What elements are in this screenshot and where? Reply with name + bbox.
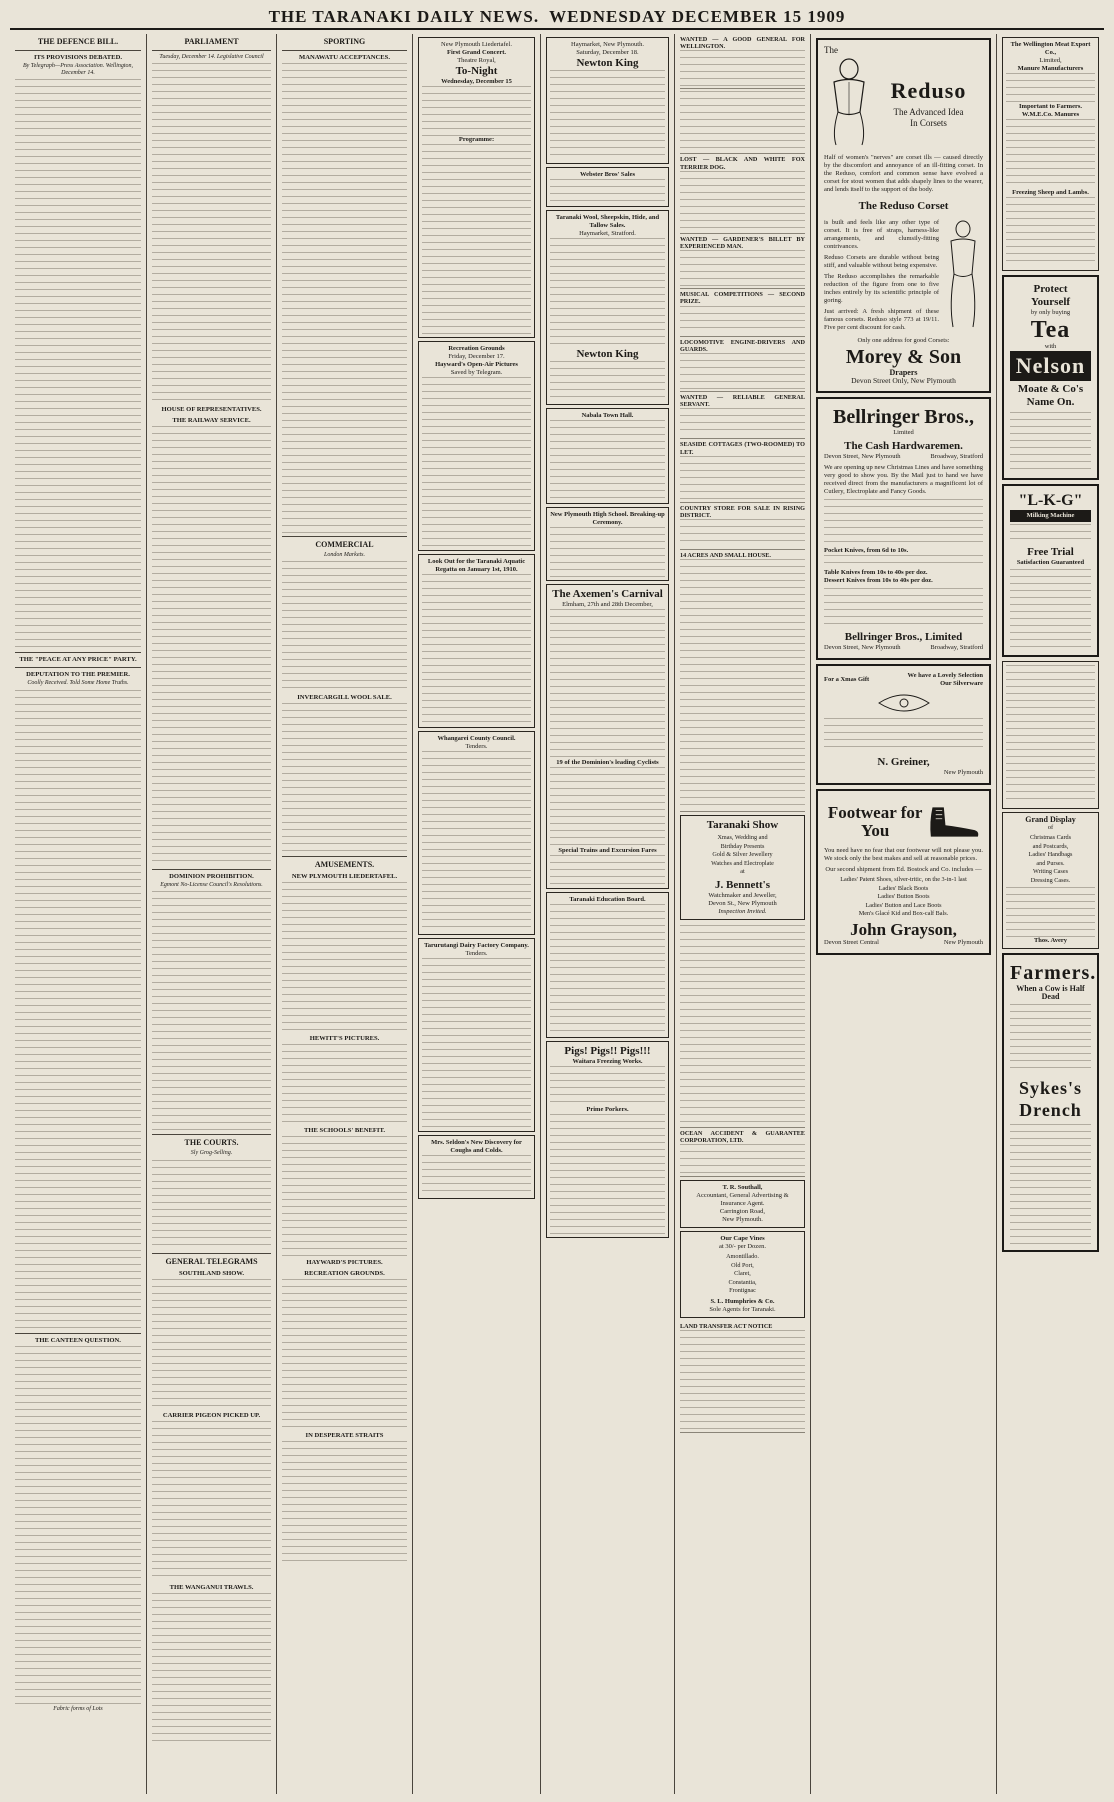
shop-name: Morey & Son bbox=[845, 346, 962, 368]
subheading-dek: London Markets. bbox=[324, 552, 365, 558]
subheading: INVERCARGILL WOOL SALE. bbox=[297, 694, 392, 702]
list-item: Ladies' Button Boots bbox=[877, 893, 930, 900]
ad-subheading: Tenders. bbox=[465, 743, 488, 750]
ad-heading: Tarurutangi Dairy Factory Company. bbox=[424, 942, 529, 949]
ad-body-text bbox=[680, 1330, 805, 1430]
dateline: By Telegraph—Press Association. Wellington, December 14. bbox=[22, 63, 134, 77]
ad-date: Wednesday, December 15 bbox=[441, 78, 512, 85]
ad-body-text bbox=[680, 250, 805, 286]
education-board-ad bbox=[546, 892, 669, 1038]
section-heading: SPORTING bbox=[323, 37, 366, 46]
liedertafel-ad bbox=[418, 37, 535, 338]
ad-feature: Prime Porkers. bbox=[586, 1106, 629, 1113]
article-body-text bbox=[152, 1421, 271, 1581]
ad-body-text bbox=[550, 855, 665, 885]
subheading: SOUTHLAND SHOW. bbox=[179, 1269, 244, 1277]
ad-heading: Important to Farmers. bbox=[1019, 103, 1082, 110]
ad-body-text bbox=[422, 86, 531, 136]
ad-body-text bbox=[422, 144, 531, 334]
list-item: Old Port, bbox=[731, 1261, 754, 1269]
article-body-text bbox=[152, 891, 271, 1131]
ad-programme-label: Programme: bbox=[458, 136, 495, 143]
ad-line: by only buying bbox=[1030, 309, 1071, 316]
ad-subheading: Tenders. bbox=[465, 950, 488, 957]
classified-ad bbox=[680, 503, 805, 550]
ad-body-text bbox=[824, 718, 983, 752]
article-body-text bbox=[282, 1136, 407, 1256]
shop-address-left: Devon Street, New Plymouth bbox=[824, 453, 901, 460]
section-heading: THE COURTS. bbox=[184, 1138, 239, 1148]
ad-body-text bbox=[680, 306, 805, 334]
wool-sales-ad bbox=[546, 210, 669, 405]
ad-heading: Recreation Grounds bbox=[448, 345, 505, 352]
ad-body-text bbox=[1006, 119, 1095, 189]
classified-title: WANTED — A GOOD GENERAL FOR WELLINGTON. bbox=[680, 36, 805, 51]
brand-name: "L-K-G" bbox=[1018, 492, 1083, 509]
classified-title: SEASIDE COTTAGES (TWO-ROOMED) TO LET. bbox=[680, 441, 805, 456]
ad-agent-sub: Sole Agents for Taranaki. bbox=[709, 1305, 776, 1313]
masthead bbox=[10, 6, 1104, 30]
classified-title: LOST — BLACK AND WHITE FOX TERRIER DOG. bbox=[680, 156, 805, 171]
article-body-text bbox=[152, 1160, 271, 1250]
brand-name: Bellringer Bros., bbox=[833, 406, 974, 428]
reduso-ad bbox=[816, 38, 991, 393]
footwear-list bbox=[824, 876, 983, 919]
ad-subheadline: When a Cow is Half Dead bbox=[1016, 984, 1085, 1001]
axemen-carnival-ad bbox=[546, 584, 669, 889]
list-item: Ladies' Button and Lace Boots bbox=[865, 901, 942, 909]
ad-body-text bbox=[550, 1066, 665, 1106]
column-amusement-ads bbox=[413, 34, 541, 1794]
article-body-text bbox=[15, 79, 141, 649]
shop-address-left: Devon Street Central bbox=[824, 938, 879, 946]
ad-town: New Plymouth. bbox=[722, 1216, 763, 1224]
shop-name: John Grayson, bbox=[850, 919, 957, 939]
shop-address-right: New Plymouth bbox=[943, 938, 983, 946]
shop-trade: Watchmaker and Jeweller, bbox=[708, 891, 777, 899]
ad-line: Dessert Knives from 10s to 40s per doz. bbox=[824, 577, 933, 584]
list-item: Ladies' Black Boots bbox=[878, 884, 929, 892]
ad-body-text bbox=[550, 527, 665, 577]
classified-ad bbox=[680, 234, 805, 289]
shop-note: Inspection Invited. bbox=[718, 907, 767, 915]
ad-venue: Theatre Royal, bbox=[457, 57, 496, 64]
ad-heading: New Plymouth Liedertafel. bbox=[441, 41, 512, 48]
subheading: HAYWARD'S PICTURES. bbox=[306, 1259, 383, 1267]
classified-title: WANTED — RELIABLE GENERAL SERVANT. bbox=[680, 394, 805, 409]
classified-ad bbox=[680, 439, 805, 502]
ad-title: First Grand Concert. bbox=[446, 49, 507, 56]
subheading: NEW PLYMOUTH LIEDERTAFEL. bbox=[291, 873, 398, 881]
list-item: Frontignac bbox=[729, 1287, 756, 1295]
ad-body-text bbox=[1010, 1124, 1091, 1244]
ad-body: Reduso Corsets are durable without being stiff, and valuable without being expensive. bbox=[824, 254, 939, 269]
subheading: THE "PEACE AT ANY PRICE" PARTY. bbox=[19, 656, 137, 664]
gift-list bbox=[684, 834, 801, 877]
subheading: IN DESPERATE STRAITS bbox=[305, 1432, 384, 1440]
ad-line: Pocket Knives, from 6d to 10s. bbox=[824, 547, 909, 554]
subheading: DEPUTATION TO THE PREMIER. bbox=[26, 671, 130, 679]
ad-line: Name On. bbox=[1026, 396, 1075, 408]
cough-remedy-ad bbox=[418, 1135, 535, 1199]
wellington-meat-ad bbox=[1002, 37, 1099, 271]
ad-when: To-Night bbox=[455, 65, 498, 77]
newton-king-sale-ad bbox=[546, 37, 669, 164]
ad-line: Protect bbox=[1033, 283, 1068, 295]
ad-date: Elmham, 27th and 28th December, bbox=[562, 601, 653, 608]
ad-heading: W.M.E.Co. Manures bbox=[1021, 111, 1080, 118]
ad-price: at 30/- per Dozen. bbox=[719, 1243, 766, 1251]
ad-title: Hayward's Open-Air Pictures bbox=[435, 361, 518, 368]
article-body-text bbox=[152, 426, 271, 866]
list-item: Christmas Cards bbox=[1029, 834, 1072, 841]
ad-body-text bbox=[680, 519, 805, 547]
classified-title: LOCOMOTIVE ENGINE-DRIVERS AND GUARDS. bbox=[680, 338, 805, 353]
ad-title: Footwear for You bbox=[827, 803, 923, 840]
ad-body-text bbox=[550, 179, 665, 203]
ad-body-text bbox=[550, 904, 665, 1034]
subheading: HOUSE OF REPRESENTATIVES. bbox=[161, 406, 262, 414]
column-sales-ads bbox=[541, 34, 675, 1794]
southall-ad bbox=[680, 1180, 805, 1228]
classified-title: LAND TRANSFER ACT NOTICE bbox=[680, 1322, 773, 1330]
ad-body-text bbox=[550, 767, 665, 847]
product-name: Milking Machine bbox=[1010, 510, 1091, 522]
ad-body-text bbox=[680, 50, 805, 86]
wine-list bbox=[684, 1253, 801, 1296]
ad-offer: Free Trial bbox=[1027, 546, 1074, 558]
headline: ITS PROVISIONS DEBATED. bbox=[33, 54, 122, 61]
stationery-list bbox=[1006, 834, 1095, 885]
ad-body-text bbox=[550, 609, 665, 759]
list-item: Dressing Cases. bbox=[1030, 876, 1071, 884]
subheading: HEWITT'S PICTURES. bbox=[309, 1035, 380, 1043]
column-right-ads bbox=[997, 34, 1104, 1794]
list-item: Xmas, Wedding and bbox=[717, 834, 768, 842]
ad-body-text bbox=[550, 70, 665, 160]
ad-date: Friday, December 17. bbox=[448, 353, 505, 360]
ad-body-text bbox=[422, 377, 531, 547]
classified-ad bbox=[680, 337, 805, 392]
town-hall-ad bbox=[546, 408, 669, 504]
subheading: THE WANGANUI TRAWLS. bbox=[169, 1583, 254, 1591]
classified-ad bbox=[680, 550, 805, 812]
classified-ad bbox=[680, 289, 805, 336]
classified-title: WANTED — GARDENER'S BILLET BY EXPERIENCED MAN. bbox=[680, 235, 805, 251]
dairy-tenders-ad bbox=[418, 938, 535, 1132]
ad-line: Our Silverware bbox=[940, 680, 983, 687]
boot-icon bbox=[926, 800, 983, 844]
ad-note: Saved by Telegram. bbox=[450, 369, 503, 376]
ad-feature: 19 of the Dominion's leading Cyclists bbox=[556, 759, 659, 766]
ad-title: T. R. Southall, bbox=[722, 1184, 763, 1192]
classified-ad bbox=[680, 923, 805, 1128]
ad-line: with bbox=[1044, 343, 1057, 350]
article-body-text bbox=[282, 1044, 407, 1124]
section-heading: GENERAL TELEGRAMS bbox=[165, 1256, 258, 1266]
cape-vines-ad bbox=[680, 1231, 805, 1318]
brand-tagline: The Advanced Idea bbox=[893, 107, 964, 117]
ad-body-text bbox=[1010, 569, 1091, 649]
webster-bros-ad bbox=[546, 167, 669, 207]
section-heading: PARLIAMENT bbox=[184, 37, 239, 46]
ad-title: New Plymouth High School. Breaking-up Ceremony. bbox=[550, 511, 665, 526]
columns bbox=[10, 34, 1104, 1794]
ad-title: Webster Bros' Sales bbox=[579, 171, 635, 178]
ad-body-text bbox=[680, 408, 805, 436]
corset-illustration-icon bbox=[824, 57, 874, 147]
ad-line: We have a Lovely Selection bbox=[907, 672, 983, 679]
classified-title: MUSICAL COMPETITIONS — SECOND PRIZE. bbox=[680, 291, 805, 306]
ad-heading: Haymarket, New Plymouth. bbox=[571, 41, 644, 48]
corset-figure-icon bbox=[943, 219, 983, 329]
ad-body-text bbox=[824, 555, 983, 569]
classified-ad bbox=[680, 154, 805, 233]
ad-line: of bbox=[1047, 824, 1054, 831]
classified-ad bbox=[680, 392, 805, 439]
ad-body-text bbox=[1010, 524, 1091, 544]
ad-body-text bbox=[550, 420, 665, 500]
ad-body-text bbox=[1006, 887, 1095, 937]
ad-body: Half of women's "nerves" are corset ills — caused directly by the discomfort and annoyance of an ill-fitting corset. In the Reduso, comfort and common sense have evolved a corset for stout women that adds shapely lines to the wearer, and lends itself to the support of the body. bbox=[824, 154, 983, 193]
classified-ad bbox=[680, 1128, 805, 1177]
ad-body-text bbox=[680, 353, 805, 389]
article-body-text bbox=[152, 63, 271, 403]
ad-address: Carrington Road, bbox=[719, 1208, 766, 1216]
ad-body-text bbox=[550, 238, 665, 348]
list-item: and Postcards, bbox=[1032, 842, 1069, 850]
ad-date: Saturday, December 18. bbox=[576, 49, 639, 56]
classified-ad bbox=[680, 34, 805, 89]
subheading: MANAWATU ACCEPTANCES. bbox=[299, 54, 390, 61]
product-name: Tea bbox=[1030, 317, 1071, 343]
subheading: CARRIER PIGEON PICKED UP. bbox=[162, 1411, 261, 1419]
list-item: Men's Glacé Kid and Box-calf Bals. bbox=[858, 910, 949, 917]
section-heading: THE DEFENCE BILL. bbox=[37, 37, 119, 46]
brand-ltd: Limited bbox=[893, 429, 914, 436]
ad-title: The Axemen's Carnival bbox=[552, 588, 663, 600]
nelson-tea-ad bbox=[1002, 275, 1099, 480]
sykes-drench-ad bbox=[1002, 953, 1099, 1252]
ad-subheading: Haymarket, Stratford. bbox=[579, 230, 636, 237]
ad-trade: Accountant, General Advertising & Insurance Agent. bbox=[696, 1192, 789, 1208]
ad-body: Just arrived: A fresh shipment of these famous corsets. Reduso style 773 at 19/11. Five per cent discount for cash. bbox=[824, 308, 939, 331]
ad-body-text bbox=[824, 588, 983, 628]
subheading-dek: Egmont No-License Council's Resolutions. bbox=[160, 882, 263, 889]
shop-trade: Drapers bbox=[889, 368, 918, 377]
brand-footer: Bellringer Bros., Limited bbox=[844, 631, 963, 643]
list-item: Constantia, bbox=[728, 1278, 757, 1286]
ad-lead: The bbox=[824, 45, 838, 55]
classified-ad bbox=[680, 89, 805, 154]
column-parliament bbox=[147, 34, 277, 1794]
ad-body-text bbox=[1006, 665, 1095, 805]
ad-body-text bbox=[1010, 1004, 1091, 1074]
article-body-text bbox=[282, 1279, 407, 1429]
ad-body-text bbox=[680, 925, 805, 1125]
ad-sub: Limited, bbox=[1039, 57, 1062, 64]
subheading: RECREATION GROUNDS. bbox=[304, 1270, 385, 1278]
grand-display-ad bbox=[1002, 812, 1099, 949]
list-item: Ladies' Handbags bbox=[1028, 851, 1073, 858]
ad-body: The Reduso accomplishes the remarkable reduction of the figure from one to five inches entirely by its scientific principle of goring. bbox=[824, 273, 939, 304]
milking-machine-ad bbox=[1002, 484, 1099, 657]
column-classifieds bbox=[675, 34, 811, 1794]
ad-body-text bbox=[824, 499, 983, 544]
ad-title: Our Cape Vines bbox=[720, 1235, 765, 1243]
product-name: Sykes's Drench bbox=[1018, 1078, 1083, 1120]
list-item: Claret, bbox=[734, 1270, 751, 1278]
shop-address: New Plymouth bbox=[943, 769, 983, 776]
article-body-text bbox=[15, 1346, 141, 1706]
ad-body: is built and feels like any other type of corset. It is free of straps, harness-like arrangements, and clumsily-fitting contrivances. bbox=[824, 219, 939, 250]
column-defence-bill bbox=[10, 34, 147, 1794]
ad-title: Mrs. Seldon's New Discovery for Coughs and Colds. bbox=[431, 1139, 522, 1154]
brand-tagline: In Corsets bbox=[910, 118, 947, 128]
shop-name: N. Greiner, bbox=[877, 756, 930, 768]
brand-name: Moate & Co's bbox=[1017, 383, 1084, 395]
whangarei-tenders-ad bbox=[418, 731, 535, 935]
shop-name: Thos. Avery bbox=[1033, 937, 1068, 944]
ad-line: Yourself bbox=[1030, 296, 1071, 308]
brand-name: Nelson bbox=[1010, 351, 1091, 381]
ad-headline: Farmers. bbox=[1010, 962, 1097, 984]
subheading: THE SCHOOLS' BENEFIT. bbox=[303, 1127, 386, 1135]
greiner-ad bbox=[816, 664, 991, 785]
classified-ad bbox=[680, 1321, 805, 1433]
list-item: Writing Cases bbox=[1033, 868, 1068, 875]
article-body-text bbox=[152, 1593, 271, 1743]
list-item: at bbox=[740, 868, 745, 876]
list-item: and Purses. bbox=[1036, 859, 1065, 867]
ad-body-text bbox=[1010, 412, 1091, 472]
misc-ad bbox=[1002, 661, 1099, 809]
brand-name: Reduso bbox=[890, 78, 967, 103]
section-heading: COMMERCIAL bbox=[315, 540, 374, 549]
ad-title: Grand Display bbox=[1025, 815, 1076, 824]
masthead-date: WEDNESDAY DECEMBER 15 1909 bbox=[549, 7, 846, 26]
ad-title: The Reduso Corset bbox=[858, 200, 949, 212]
article-body-text bbox=[282, 882, 407, 1032]
list-item: Birthday Presents bbox=[720, 842, 765, 850]
column-display-ads bbox=[811, 34, 997, 1794]
ad-body-text bbox=[680, 559, 805, 809]
ad-title: Newton King bbox=[576, 57, 639, 69]
ad-note: Only one address for good Corsets: bbox=[857, 337, 950, 344]
dateline: Tuesday, December 14. Legislative Council bbox=[159, 54, 264, 60]
article-body-text bbox=[282, 63, 407, 533]
list-item: Amontillado. bbox=[726, 1253, 759, 1261]
ad-body-text bbox=[680, 1144, 805, 1174]
ad-body-text bbox=[680, 456, 805, 500]
section-heading: AMUSEMENTS. bbox=[314, 860, 375, 870]
ad-title: For a Xmas Gift bbox=[824, 676, 870, 683]
pigs-ad bbox=[546, 1041, 669, 1238]
ad-body-text bbox=[1006, 197, 1095, 267]
grayson-footwear-ad bbox=[816, 789, 991, 955]
shop-address-right: Broadway, Stratford bbox=[930, 644, 983, 651]
article-body-text bbox=[282, 1441, 407, 1561]
ad-title: The Wellington Meat Export Co., bbox=[1010, 41, 1091, 56]
bennett-show-ad bbox=[680, 815, 805, 920]
ad-sub: Manure Manufacturers bbox=[1017, 65, 1084, 72]
subheading: THE CANTEEN QUESTION. bbox=[35, 1336, 121, 1344]
ad-body-text bbox=[1006, 73, 1095, 103]
shop-address: Devon St., New Plymouth bbox=[708, 899, 777, 907]
ad-subheading: Waitara Freezing Works. bbox=[572, 1058, 643, 1065]
list-item: Ladies' Patent Shoes, silver-tritic, on the 3-in-1 last bbox=[840, 876, 967, 883]
ad-body-text bbox=[422, 1155, 531, 1195]
ad-title: The Cash Hardwaremen. bbox=[844, 440, 963, 452]
ad-offer: Satisfaction Guaranteed bbox=[1016, 559, 1085, 566]
subheading-dek: Sly Grog-Selling. bbox=[190, 1150, 233, 1157]
shop-address: Devon Street Only, New Plymouth bbox=[851, 376, 956, 385]
masthead-title: THE TARANAKI DAILY NEWS. bbox=[268, 7, 540, 26]
ad-body-text bbox=[422, 574, 531, 724]
recreation-grounds-ad bbox=[418, 341, 535, 551]
ad-body-text bbox=[550, 1114, 665, 1234]
ad-heading: Freezing Sheep and Lambs. bbox=[1012, 189, 1089, 196]
silverware-icon bbox=[874, 691, 934, 715]
regatta-ad bbox=[418, 554, 535, 728]
shop-address-right: Broadway, Stratford bbox=[930, 453, 983, 460]
shop-name: J. Bennett's bbox=[715, 878, 770, 891]
ad-body: We are opening up new Christmas Lines and have something very good to show you. By the Mail just to hand we have received direct from the manufacturers a magnificent lot of Cutlery, Electroplate and Fancy Goods. bbox=[824, 464, 983, 495]
ad-title: Taranaki Show bbox=[706, 819, 779, 832]
ad-heading: Taranaki Wool, Sheepskin, Hide, and Tallow Sales. bbox=[555, 214, 660, 229]
ad-body-text bbox=[680, 91, 805, 151]
ad-body-text bbox=[422, 958, 531, 1128]
high-school-ad bbox=[546, 507, 669, 581]
classified-title: 14 ACRES AND SMALL HOUSE. bbox=[680, 552, 771, 560]
ad-title: Look Out for the Taranaki Aquatic Regatta on January 1st, 1910. bbox=[427, 558, 526, 573]
list-item: Watches and Electroplate bbox=[711, 859, 774, 867]
subheading-dek: Coolly Received. Told Some Home Truths. bbox=[27, 680, 129, 687]
ad-title: Taranaki Education Board. bbox=[569, 896, 646, 903]
list-item: Gold & Silver Jewellery bbox=[712, 851, 773, 859]
article-body-text bbox=[15, 690, 141, 1330]
shop-address-left: Devon Street, New Plymouth bbox=[824, 644, 901, 651]
article-body-text bbox=[152, 1279, 271, 1409]
article-body-text bbox=[282, 703, 407, 853]
ad-body: You need have no fear that our footwear will not please you. We stock only the best makes and sell at reasonable prices. bbox=[824, 847, 983, 862]
ad-agent: S. L. Humphries & Co. bbox=[710, 1297, 775, 1305]
ad-body: Our second shipment from Ed. Bostock and Co. includes — bbox=[825, 866, 982, 873]
article-body-text bbox=[282, 561, 407, 691]
ad-body-text bbox=[422, 751, 531, 931]
ad-feature: Special Trains and Excursion Fares bbox=[558, 847, 657, 854]
ad-title: Nabala Town Hall. bbox=[581, 412, 634, 419]
column-footer: Fabric forms of Lots bbox=[53, 1705, 103, 1712]
bellringer-ad bbox=[816, 397, 991, 660]
subheading: DOMINION PROHIBITION. bbox=[169, 873, 254, 881]
column-sporting bbox=[277, 34, 413, 1794]
subheading: THE RAILWAY SERVICE. bbox=[172, 417, 251, 425]
ad-heading: Whangarei County Council. bbox=[437, 735, 516, 742]
ad-title: Newton King bbox=[576, 348, 639, 360]
ad-body-text bbox=[550, 361, 665, 401]
ad-body-text bbox=[680, 171, 805, 231]
ad-line: Table Knives from 10s to 40s per doz. bbox=[824, 569, 928, 576]
classified-title: OCEAN ACCIDENT & GUARANTEE CORPORATION, LTD. bbox=[680, 1129, 805, 1145]
ad-title: Pigs! Pigs!! Pigs!!! bbox=[564, 1045, 651, 1057]
classified-title: COUNTRY STORE FOR SALE IN RISING DISTRICT. bbox=[680, 504, 805, 520]
